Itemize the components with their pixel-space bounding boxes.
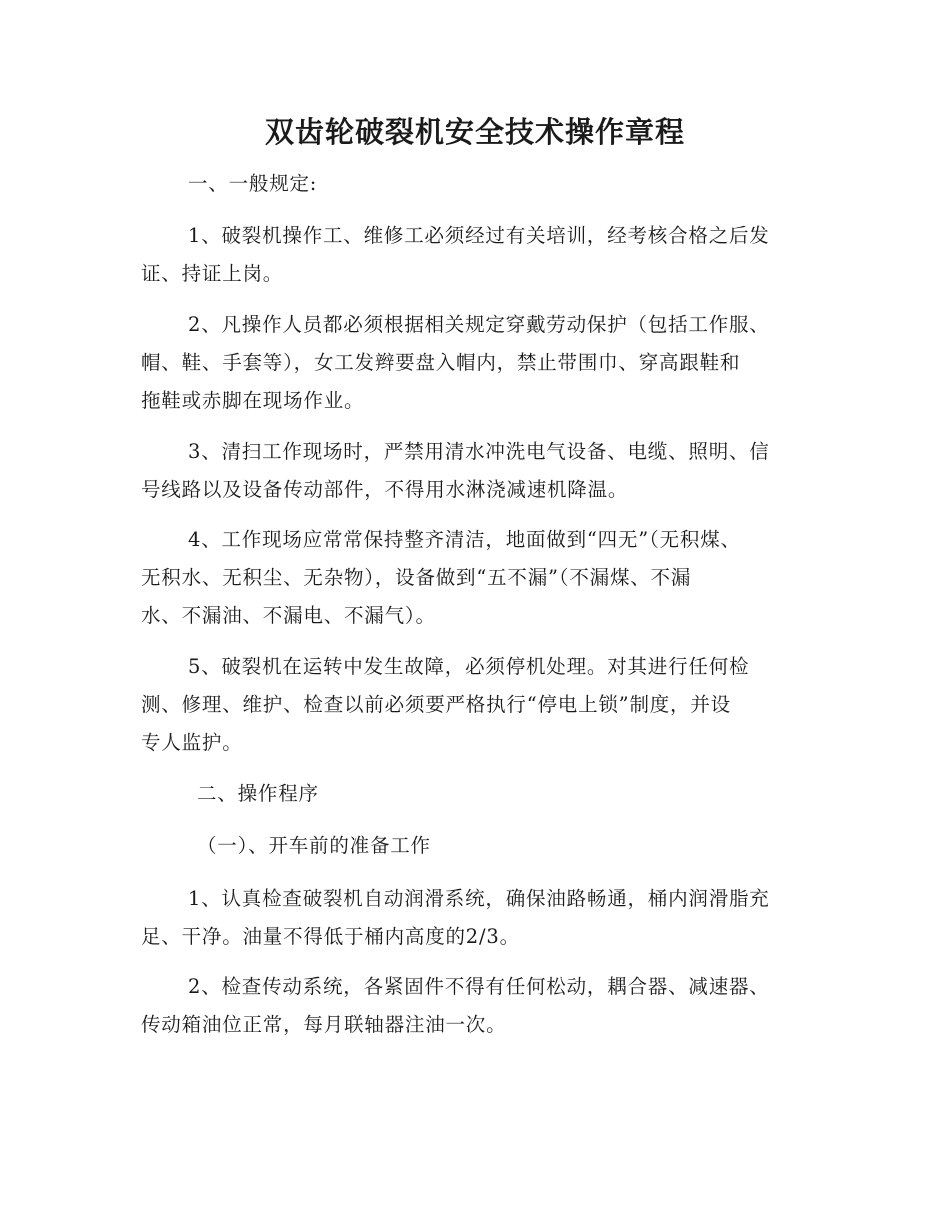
subsection-heading-pre-start-preparation: （一）、开车前的准备工作 — [197, 834, 431, 857]
paragraph-3 — [141, 433, 809, 509]
document-title: 双齿轮破裂机安全技术操作章程 — [264, 115, 685, 149]
paragraph-2 — [141, 306, 809, 420]
paragraph-line: 水、不漏油、不漏电、不漏气）。 — [141, 604, 436, 627]
paragraph-6 — [141, 880, 809, 956]
paragraph-line: 测、修理、维护、检查以前必须要严格执行“停电上锁”制度，并设 — [141, 693, 731, 716]
paragraph-line: 5、破裂机在运转中发生故障，必须停机处理。对其进行任何检 — [188, 655, 750, 678]
paragraph-line: 证、持证上岗。 — [141, 262, 284, 285]
paragraph-5 — [141, 648, 809, 762]
paragraph-line: 足、干净。油量不得低于桶内高度的2/3。 — [141, 925, 520, 948]
paragraph-line: 无积水、无积尘、无杂物），设备做到“五不漏”（不漏煤、不漏 — [141, 566, 692, 589]
paragraph-1 — [141, 217, 809, 293]
paragraph-line: 2、检查传动系统，各紧固件不得有任何松动，耦合器、减速器、 — [188, 975, 770, 998]
paragraph-line: 拖鞋或赤脚在现场作业。 — [141, 389, 365, 412]
paragraph-line: 传动箱油位正常，每月联轴器注油一次。 — [141, 1013, 507, 1036]
paragraph-line: 2、凡操作人员都必须根据相关规定穿戴劳动保护（包括工作服、 — [188, 313, 770, 336]
paragraph-line: 专人监护。 — [141, 731, 243, 754]
paragraph-line: 号线路以及设备传动部件，不得用水淋浇减速机降温。 — [141, 478, 629, 501]
paragraph-line: 3、清扫工作现场时，严禁用清水冲洗电气设备、电缆、照明、信 — [188, 440, 770, 463]
section-heading-general-rules: 一、一般规定: — [188, 172, 318, 195]
paragraph-line: 帽、鞋、手套等），女工发辫要盘入帽内，禁止带围巾、穿高跟鞋和 — [141, 351, 741, 374]
paragraph-line: 1、破裂机操作工、维修工必须经过有关培训，经考核合格之后发 — [188, 224, 770, 247]
paragraph-line: 4、工作现场应常常保持整齐清洁，地面做到“四无”（无积煤、 — [188, 528, 741, 551]
paragraph-7 — [141, 968, 809, 1044]
paragraph-4 — [141, 521, 809, 635]
paragraph-line: 1、认真检查破裂机自动润滑系统，确保油路畅通，桶内润滑脂充 — [188, 887, 770, 910]
section-heading-operating-procedure: 二、操作程序 — [197, 782, 319, 805]
